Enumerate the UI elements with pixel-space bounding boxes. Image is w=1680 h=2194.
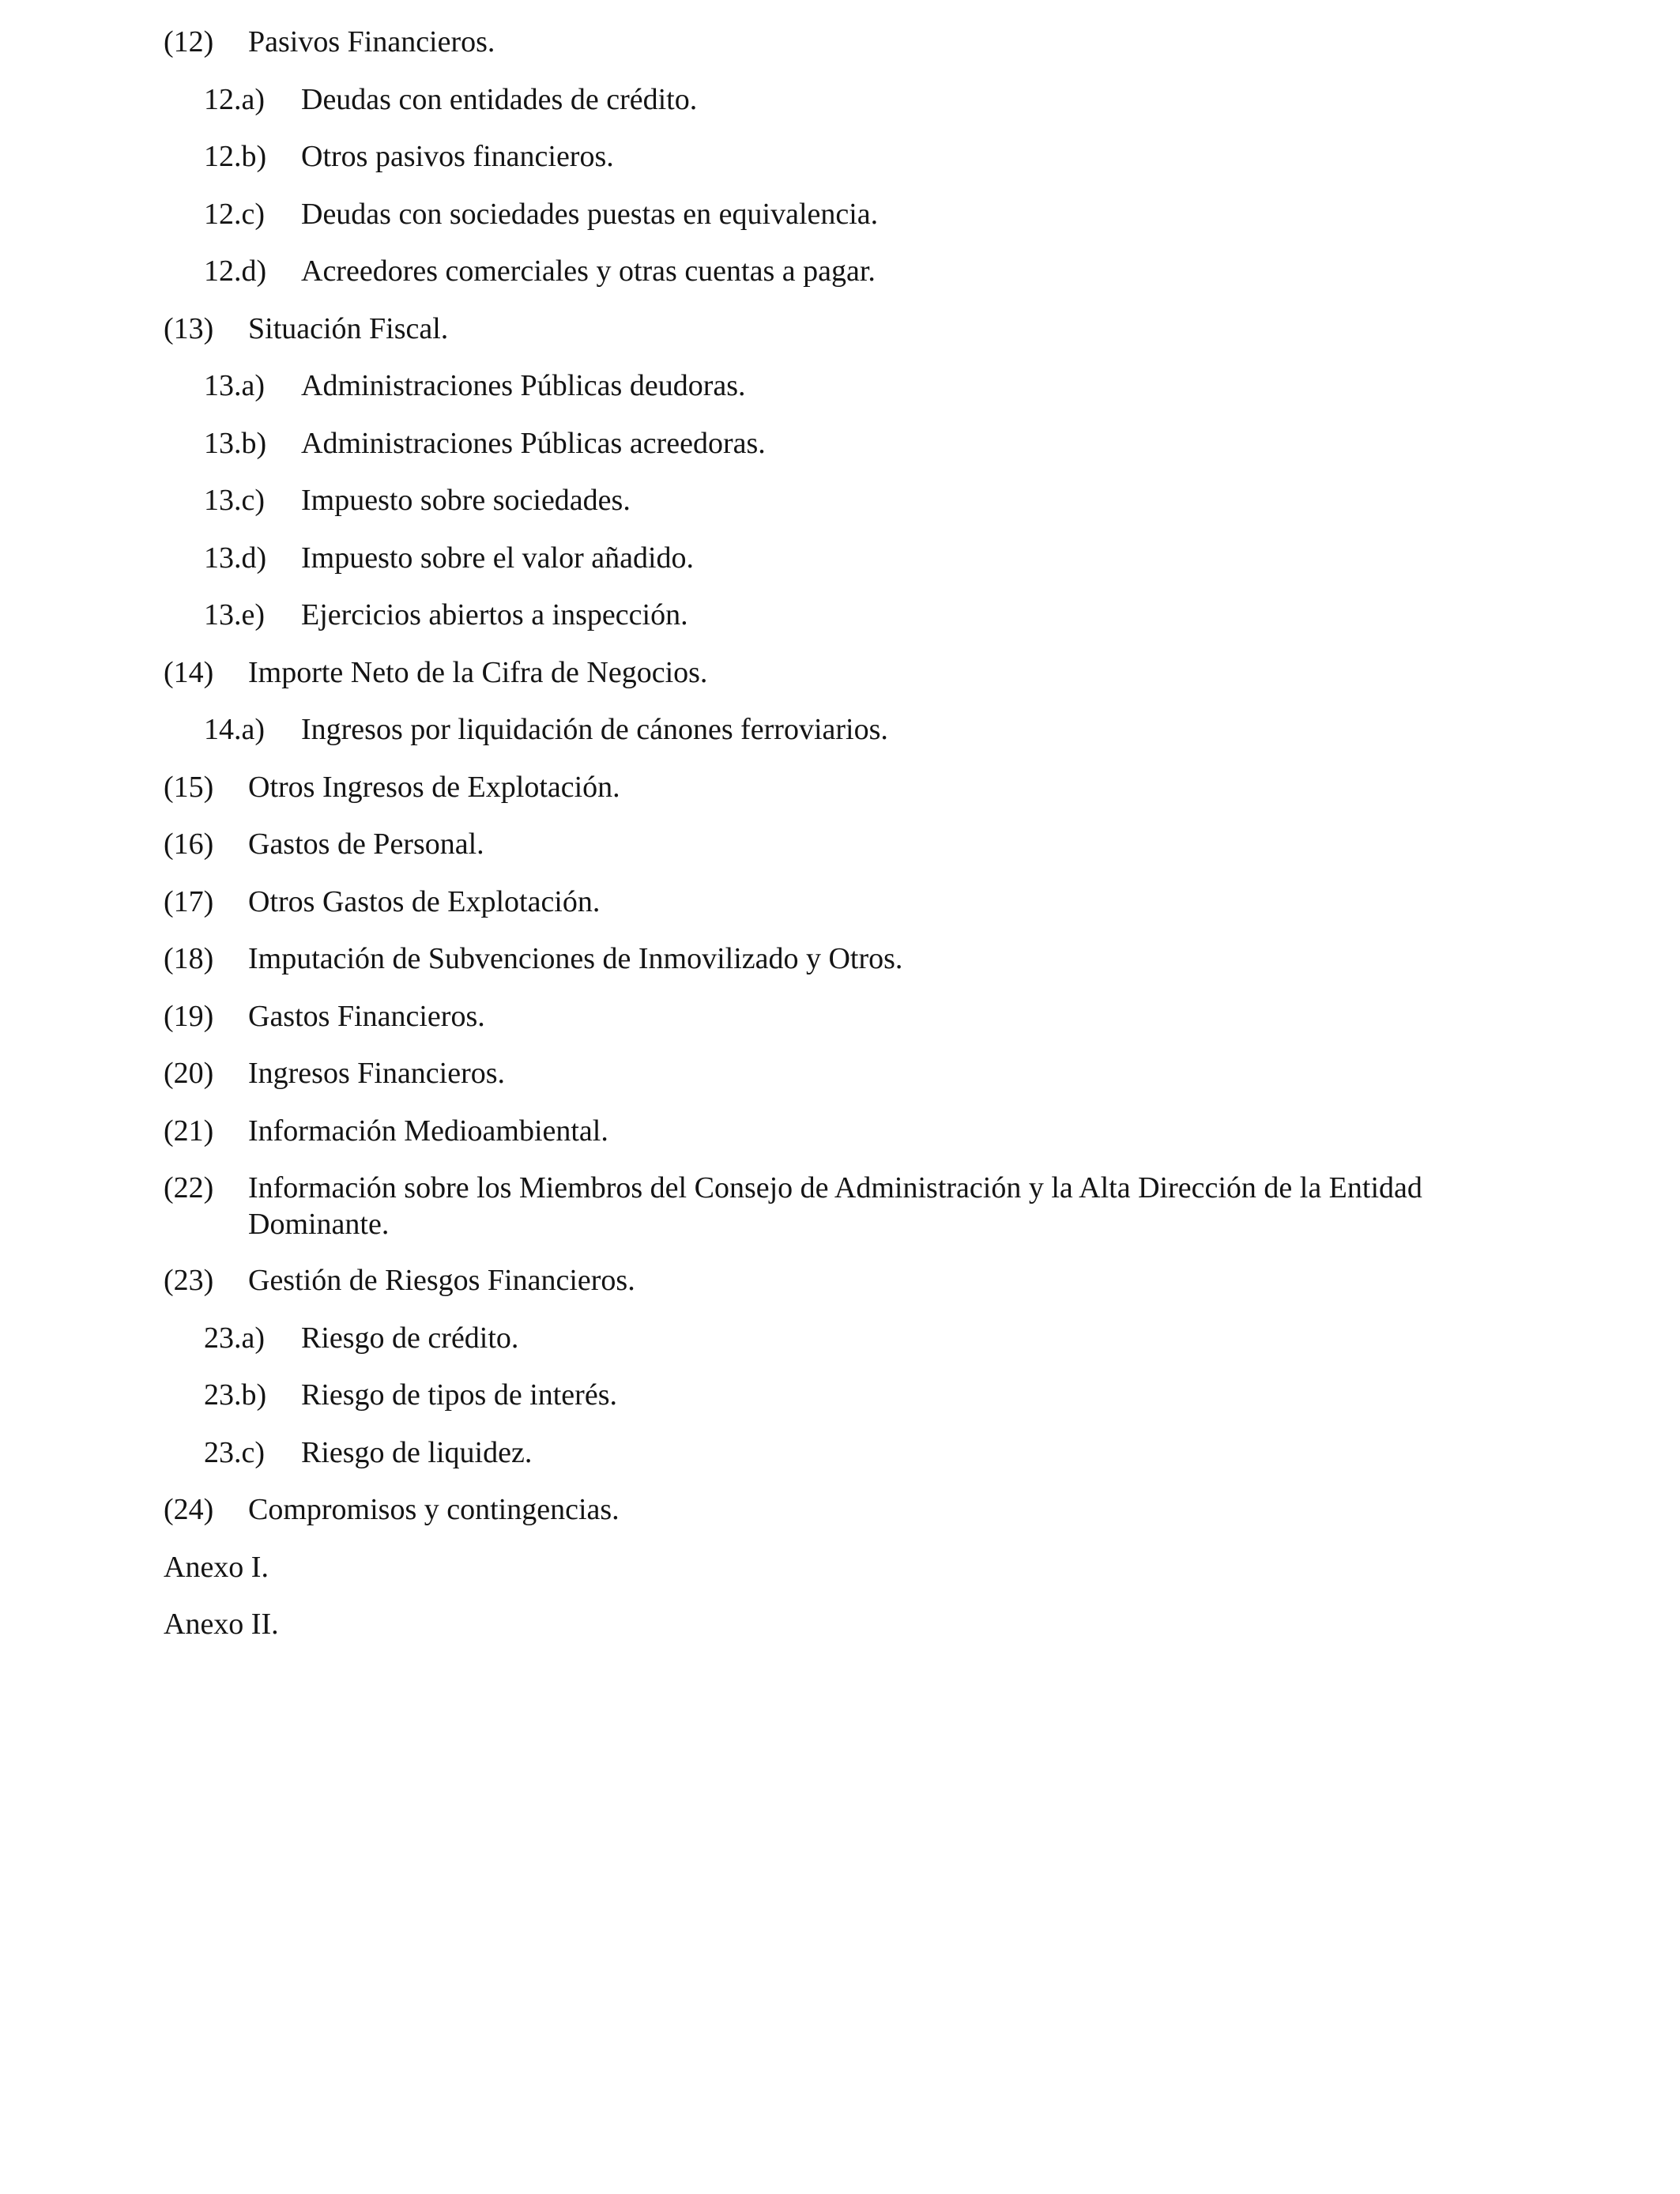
toc-entry-number: 12.d) (204, 254, 267, 288)
toc-entry-title: Ingresos por liquidación de cánones ferroviarios. (301, 713, 888, 746)
toc-entry-number: (12) (164, 25, 214, 58)
toc-annex-title: Anexo II. (164, 1608, 279, 1641)
toc-entry-12c (164, 196, 1546, 232)
toc-entry-title: Impuesto sobre sociedades. (301, 484, 631, 517)
toc-entry-12a (164, 81, 1546, 118)
toc-entry-13b (164, 425, 1546, 462)
toc-entry-19 (164, 998, 1546, 1035)
toc-entry-number: 13.a) (204, 369, 266, 402)
toc-entry-number: (13) (164, 311, 214, 345)
toc-entry-title: Otros pasivos financieros. (301, 140, 614, 173)
toc-entry-21 (164, 1113, 1546, 1149)
toc-entry-number: 12.c) (204, 197, 266, 231)
toc-entry-title: Riesgo de tipos de interés. (301, 1378, 617, 1412)
toc-entry-13c (164, 482, 1546, 518)
toc-entry-title: Pasivos Financieros. (248, 25, 495, 58)
toc-entry-title: Situación Fiscal. (248, 311, 449, 345)
toc-entry-number: (20) (164, 1057, 214, 1090)
toc-entry-number: (15) (164, 770, 214, 804)
toc-entry-title: Otros Ingresos de Explotación. (248, 770, 620, 804)
toc-entry-23a (164, 1320, 1546, 1356)
toc-entry-title: Importe Neto de la Cifra de Negocios. (248, 655, 708, 689)
toc-entry-title: Riesgo de crédito. (301, 1321, 519, 1355)
toc-entry-title: Gestión de Riesgos Financieros. (248, 1264, 635, 1297)
toc-entry-17 (164, 884, 1546, 920)
toc-entry-title: Riesgo de liquidez. (301, 1435, 533, 1469)
toc-entry-number: (21) (164, 1114, 214, 1148)
toc-entry-12d (164, 253, 1546, 289)
toc-entry-number: 23.a) (204, 1321, 266, 1355)
toc-entry-title: Gastos de Personal. (248, 827, 484, 861)
toc-entry-title: Deudas con entidades de crédito. (301, 82, 698, 116)
toc-entry-23b (164, 1377, 1546, 1413)
toc-entry-14a (164, 711, 1546, 748)
toc-entry-title: Deudas con sociedades puestas en equivalencia. (301, 197, 879, 231)
toc-entry-number: 14.a) (204, 713, 266, 746)
toc-entry-number: (16) (164, 827, 214, 861)
toc-entry-number: 13.c) (204, 484, 266, 517)
toc-entry-15 (164, 769, 1546, 805)
toc-entry-title: Otros Gastos de Explotación. (248, 884, 601, 918)
toc-entry-number: 23.c) (204, 1435, 266, 1469)
toc-entry-number: 23.b) (204, 1378, 267, 1412)
toc-entry-23 (164, 1262, 1546, 1299)
toc-annex-2 (164, 1606, 1546, 1642)
toc-entry-number: (17) (164, 884, 214, 918)
toc-entry-number: (14) (164, 655, 214, 689)
toc-entry-title: Administraciones Públicas acreedoras. (301, 426, 766, 460)
toc-entry-12 (164, 24, 1546, 60)
toc-entry-number: 13.e) (204, 598, 266, 631)
toc-entry-title: Compromisos y contingencias. (248, 1493, 620, 1526)
toc-annex-1 (164, 1549, 1546, 1585)
toc-entry-24 (164, 1491, 1546, 1528)
toc-entry-number: (18) (164, 942, 214, 975)
toc-entry-title: Ingresos Financieros. (248, 1057, 506, 1090)
toc-entry-13d (164, 540, 1546, 576)
table-of-contents (164, 24, 1546, 1664)
toc-entry-number: (19) (164, 999, 214, 1033)
toc-entry-number: (23) (164, 1264, 214, 1297)
toc-entry-title: Información Medioambiental. (248, 1114, 608, 1148)
toc-entry-title: Administraciones Públicas deudoras. (301, 369, 746, 402)
toc-entry-18 (164, 941, 1546, 977)
toc-entry-16 (164, 826, 1546, 862)
toc-entry-number: 13.b) (204, 426, 267, 460)
toc-entry-14 (164, 654, 1546, 691)
toc-annex-title: Anexo I. (164, 1550, 269, 1584)
toc-entry-22 (164, 1170, 1546, 1242)
toc-entry-number: 12.a) (204, 82, 266, 116)
toc-entry-title: Imputación de Subvenciones de Inmovilizado y Otros. (248, 942, 903, 975)
toc-entry-20 (164, 1055, 1546, 1091)
toc-entry-number: 12.b) (204, 140, 267, 173)
toc-entry-title: Información sobre los Miembros del Consejo de Administración y la Alta Dirección de la Entidad Dominante. (248, 1171, 1422, 1241)
toc-entry-title: Gastos Financieros. (248, 999, 485, 1033)
toc-entry-number: 13.d) (204, 541, 267, 575)
toc-entry-title: Impuesto sobre el valor añadido. (301, 541, 695, 575)
toc-entry-number: (22) (164, 1171, 214, 1204)
toc-entry-13e (164, 597, 1546, 633)
toc-entry-13 (164, 311, 1546, 347)
toc-entry-title: Ejercicios abiertos a inspección. (301, 598, 688, 631)
toc-entry-23c (164, 1434, 1546, 1471)
toc-entry-13a (164, 368, 1546, 404)
toc-entry-title: Acreedores comerciales y otras cuentas a pagar. (301, 254, 876, 288)
toc-entry-12b (164, 138, 1546, 175)
toc-entry-number: (24) (164, 1493, 214, 1526)
